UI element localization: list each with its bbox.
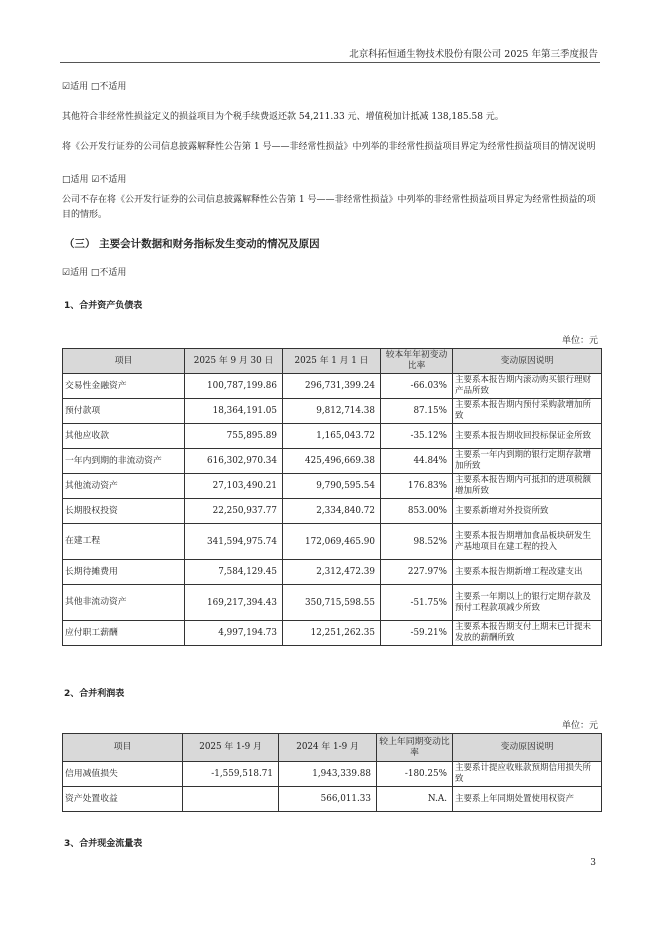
- cell-ratio: 98.52%: [381, 524, 453, 560]
- applicable-check-2: □适用 ☑不适用: [62, 175, 127, 185]
- table-row: [63, 585, 602, 621]
- page-header: 北京科拓恒通生物技术股份有限公司 2025 年第三季度报告: [349, 49, 598, 60]
- income-statement-table: [62, 733, 602, 812]
- balance-unit: 单位：元: [561, 336, 598, 346]
- cell-ratio: 44.84%: [381, 449, 453, 474]
- col-header-prior-period: 2024 年 1-9 月: [279, 734, 377, 762]
- applicable-check-3: ☑适用 □不适用: [62, 268, 127, 278]
- balance-sheet-table: [62, 348, 602, 646]
- cell-value: 169,217,394.43: [185, 585, 283, 621]
- col-header-change-ratio: 较上年同期变动比率: [377, 734, 453, 762]
- col-header-current-period: 2025 年 1-9 月: [183, 734, 279, 762]
- table-row: [63, 374, 602, 399]
- cell-ratio: -35.12%: [381, 424, 453, 449]
- table-row: [63, 762, 602, 787]
- cell-item: 资产处置收益: [63, 787, 183, 812]
- section-title: （三） 主要会计数据和财务指标发生变动的情况及原因: [64, 238, 320, 250]
- table-row: [63, 560, 602, 585]
- col-header-reason: 变动原因说明: [453, 349, 602, 374]
- col-header-change-ratio: 较本年年初变动比率: [381, 349, 453, 374]
- table-row: [63, 787, 602, 812]
- cell-ratio: 227.97%: [381, 560, 453, 585]
- cell-value: 9,790,595.54: [283, 474, 381, 499]
- cell-reason: 主要系本报告期内滚动购买银行理财产品所致: [453, 374, 602, 399]
- cell-value: 1,943,339.88: [279, 762, 377, 787]
- income-statement-title: 2、合并利润表: [64, 689, 125, 699]
- cell-value: 18,364,191.05: [185, 399, 283, 424]
- table-row: [63, 424, 602, 449]
- cell-reason: 主要系本报告期收回投标保证金所致: [453, 424, 602, 449]
- cell-reason: 主要系上年同期处置使用权资产: [453, 787, 602, 812]
- cell-value: 100,787,199.86: [185, 374, 283, 399]
- cell-value: 755,895.89: [185, 424, 283, 449]
- cell-value: 9,812,714.38: [283, 399, 381, 424]
- cell-reason: 主要系本报告期增加食品板块研发生产基地项目在建工程的投入: [453, 524, 602, 560]
- cell-reason: 主要系本报告期内可抵扣的进项税额增加所致: [453, 474, 602, 499]
- col-header-item: 项目: [63, 734, 183, 762]
- cell-item: 信用减值损失: [63, 762, 183, 787]
- cell-reason: 主要系计提应收账款预期信用损失所致: [453, 762, 602, 787]
- cell-value: 296,731,399.24: [283, 374, 381, 399]
- col-header-item: 项目: [63, 349, 185, 374]
- cell-value: 4,997,194.73: [185, 621, 283, 646]
- cell-value: 7,584,129.45: [185, 560, 283, 585]
- header-rule: [60, 62, 600, 63]
- cell-item: 在建工程: [63, 524, 185, 560]
- cell-reason: 主要系本报告期内预付采购款增加所致: [453, 399, 602, 424]
- balance-sheet-title: 1、合并资产负债表: [64, 301, 143, 311]
- cell-reason: 主要系本报告期新增工程改建支出: [453, 560, 602, 585]
- cell-value: 350,715,598.55: [283, 585, 381, 621]
- table-row: [63, 499, 602, 524]
- cell-value: 2,312,472.39: [283, 560, 381, 585]
- cash-flow-title: 3、合并现金流量表: [64, 839, 143, 849]
- col-header-reason: 变动原因说明: [453, 734, 602, 762]
- table-row: [63, 399, 602, 424]
- cell-ratio: 87.15%: [381, 399, 453, 424]
- cell-value: 12,251,262.35: [283, 621, 381, 646]
- cell-ratio: 853.00%: [381, 499, 453, 524]
- cell-item: 其他非流动资产: [63, 585, 185, 621]
- cell-value: 1,165,043.72: [283, 424, 381, 449]
- cell-ratio: N.A.: [377, 787, 453, 812]
- cell-value: -1,559,518.71: [183, 762, 279, 787]
- table-row: [63, 449, 602, 474]
- cell-value: 2,334,840.72: [283, 499, 381, 524]
- cell-item: 交易性金融资产: [63, 374, 185, 399]
- page-number: 3: [590, 858, 596, 868]
- income-unit: 单位：元: [561, 721, 598, 731]
- cell-item: 长期股权投资: [63, 499, 185, 524]
- cell-ratio: -59.21%: [381, 621, 453, 646]
- cell-reason: 主要系一年内到期的银行定期存款增加所致: [453, 449, 602, 474]
- cell-value: 425,496,669.38: [283, 449, 381, 474]
- cell-reason: 主要系本报告期支付上期末已计提未发放的薪酬所致: [453, 621, 602, 646]
- reclassification-note: 将《公开发行证券的公司信息披露解释性公告第 1 号——非经常性损益》中列举的非经常性损益项目界定为经常性损益项目的情况说明: [62, 142, 596, 152]
- cell-item: 长期待摊费用: [63, 560, 185, 585]
- cell-value: 22,250,937.77: [185, 499, 283, 524]
- cell-item: 应付职工薪酬: [63, 621, 185, 646]
- cell-item: 其他流动资产: [63, 474, 185, 499]
- cell-ratio: -180.25%: [377, 762, 453, 787]
- cell-value: 27,103,490.21: [185, 474, 283, 499]
- col-header-period-start: 2025 年 1 月 1 日: [283, 349, 381, 374]
- table-row: [63, 621, 602, 646]
- table-row: [63, 474, 602, 499]
- no-reclassification-note: 公司不存在将《公开发行证券的公司信息披露解释性公告第 1 号——非经常性损益》中列举的非经常性损益项目界定为经常性损益的项目的情形。: [62, 195, 596, 220]
- cell-value: 341,594,975.74: [185, 524, 283, 560]
- applicable-check-1: ☑适用 □不适用: [62, 82, 127, 92]
- cell-value: [183, 787, 279, 812]
- cell-item: 一年内到期的非流动资产: [63, 449, 185, 474]
- cell-reason: 主要系一年期以上的银行定期存款及预付工程款项减少所致: [453, 585, 602, 621]
- cell-value: 566,011.33: [279, 787, 377, 812]
- cell-ratio: -51.75%: [381, 585, 453, 621]
- cell-value: 172,069,465.90: [283, 524, 381, 560]
- table-row: [63, 524, 602, 560]
- other-items-note: 其他符合非经常性损益定义的损益项目为个税手续费返还款 54,211.33 元、增值税加计抵减 138,185.58 元。: [62, 112, 504, 122]
- cell-item: 预付款项: [63, 399, 185, 424]
- cell-value: 616,302,970.34: [185, 449, 283, 474]
- cell-reason: 主要系新增对外投资所致: [453, 499, 602, 524]
- cell-item: 其他应收款: [63, 424, 185, 449]
- cell-ratio: 176.83%: [381, 474, 453, 499]
- col-header-period-end: 2025 年 9 月 30 日: [185, 349, 283, 374]
- cell-ratio: -66.03%: [381, 374, 453, 399]
